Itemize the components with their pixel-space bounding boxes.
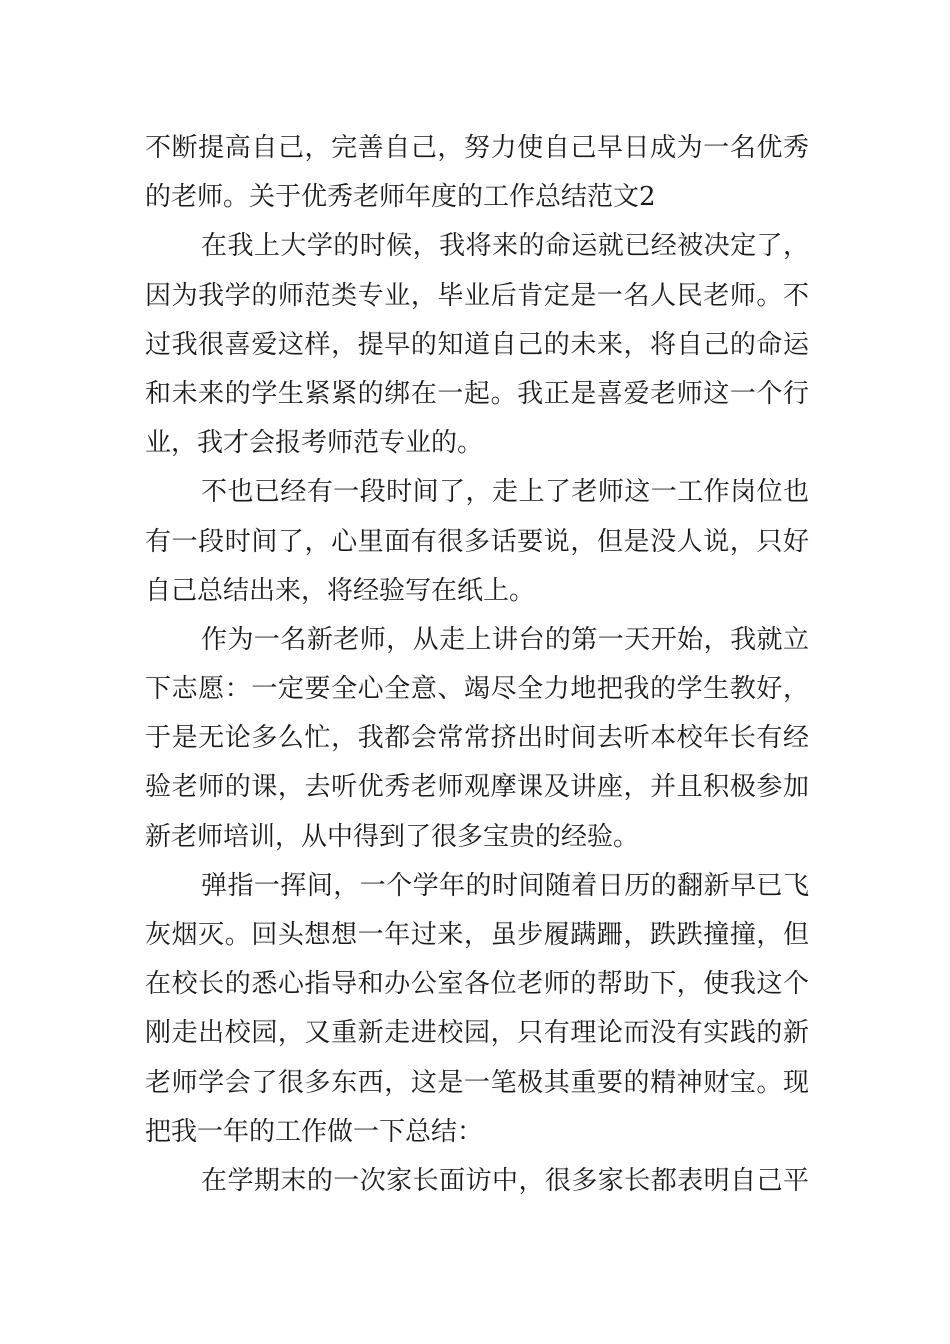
text-line: 业，我才会报考师范专业的。	[145, 428, 484, 459]
paragraph-first-line: 不也已经有一段时间了，走上了老师这一工作岗位也	[201, 477, 809, 508]
paragraph-first-line: 在我上大学的时候，我将来的命运就已经被决定了，	[201, 231, 809, 262]
text-line: 验老师的课，去听优秀老师观摩课及讲座，并且积极参加	[145, 772, 809, 803]
text-line: 在校长的悉心指导和办公室各位老师的帮助下，使我这个	[145, 969, 809, 1000]
paragraph-first-line: 在学期末的一次家长面访中，很多家长都表明自己平	[201, 1165, 809, 1196]
text-line: 和未来的学生紧紧的绑在一起。我正是喜爱老师这一个行	[145, 378, 809, 409]
paragraph-first-line: 作为一名新老师，从走上讲台的第一天开始，我就立	[201, 624, 809, 655]
text-line: 的老师。关于优秀老师年度的工作总结范文2	[145, 182, 656, 213]
text-line: 自己总结出来，将经验写在纸上。	[145, 575, 536, 606]
text-line: 灰烟灭。回头想想一年过来，虽步履蹒跚，跌跌撞撞，但	[145, 920, 809, 950]
text-line: 因为我学的师范类专业，毕业后肯定是一名人民老师。不	[145, 280, 809, 311]
text-line: 于是无论多么忙，我都会常常挤出时间去听本校年长有经	[145, 723, 809, 754]
document-body	[145, 124, 809, 1206]
text-line: 过我很喜爱这样，提早的知道自己的未来，将自己的命运	[145, 329, 809, 360]
paragraph-first-line: 弹指一挥间，一个学年的时间随着日历的翻新早已飞	[201, 870, 809, 901]
text-line: 新老师培训，从中得到了很多宝贵的经验。	[145, 821, 640, 852]
text-line: 有一段时间了，心里面有很多话要说，但是没人说，只好	[145, 526, 809, 557]
text-line: 下志愿：一定要全心全意、竭尽全力地把我的学生教好，	[145, 674, 809, 705]
text-line: 刚走出校园，又重新走进校园，只有理论而没有实践的新	[145, 1018, 809, 1049]
text-line: 老师学会了很多东西，这是一笔极其重要的精神财宝。现	[145, 1067, 809, 1098]
text-line: 不断提高自己，完善自己，努力使自己早日成为一名优秀	[145, 133, 809, 163]
text-line: 把我一年的工作做一下总结：	[145, 1116, 484, 1147]
